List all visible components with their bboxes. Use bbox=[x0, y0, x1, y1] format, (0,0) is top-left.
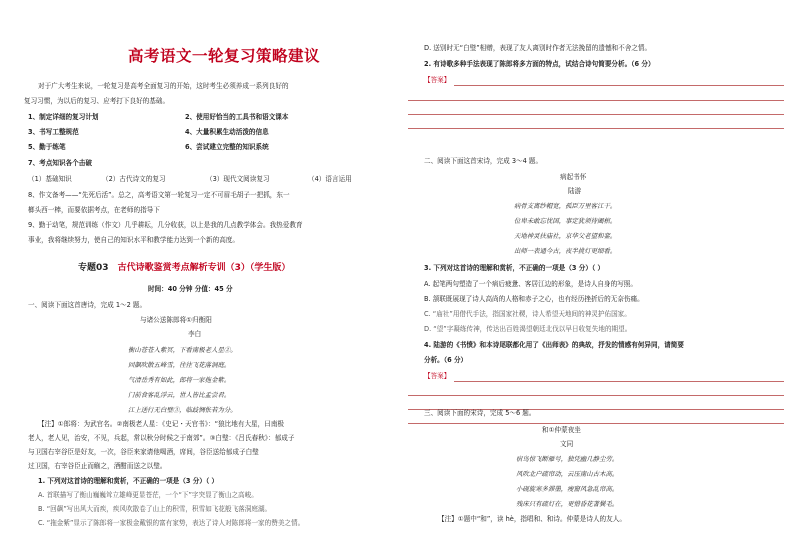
part-1-heading: 一、阅读下面这首唐诗，完成 1～2 题。 bbox=[28, 301, 147, 309]
question-1-option-d: D. 送别时无“白璧”相赠，表现了友人离别时作者无法挽留的遗憾和不舍之情。 bbox=[424, 44, 652, 52]
question-1-option-c: C. “拖金紫”显示了陈郎将一家极金戴银的富有家势，表达了诗人对陈郎将一家的赞美之情。 bbox=[38, 519, 305, 527]
intro-line-2: 复习习惯，为以后的复习、应考打下良好的基础。 bbox=[24, 97, 170, 105]
answer-line bbox=[454, 381, 784, 382]
poem-2-line-4: 出师一表通今古，夜半挑灯更细看。 bbox=[514, 247, 617, 255]
poem-1-line-5: 江上送行无白璧③，临歧惆怅若为分。 bbox=[128, 406, 237, 414]
question-4-line-1: 4. 陆游的《书愤》和本诗尾联都化用了《出师表》的典故，抒发的情感有何异同，请简要 bbox=[424, 341, 684, 349]
poem-1-title: 与诸公送陈郎将①归衡阳 bbox=[140, 316, 212, 324]
question-3: 3. 下列对这首诗的理解和赏析，不正确的一项是（3 分）（ ） bbox=[424, 264, 605, 272]
tip-7: 7、考点知识各个击破 bbox=[28, 159, 92, 167]
answer-label-q4: 【答案】 bbox=[424, 372, 451, 380]
question-3-option-a: A. 起笔两句塑造了一个病后疲惫、客居江边的形象，是诗人自身的写照。 bbox=[424, 280, 637, 288]
poem-1-line-2: 回飙吹散五峰雪，往往飞花落洞庭。 bbox=[128, 361, 231, 369]
note-1-line-1: 【注】①郎将：为武官名。②南极老人星：《史记・天官书》：“狼比地有大星，曰南极 bbox=[38, 420, 285, 428]
poem-1-line-3: 气清岳秀有如此，郎将一家拖金紫。 bbox=[128, 376, 231, 384]
answer-line bbox=[408, 423, 784, 424]
answer-line bbox=[408, 100, 784, 101]
question-1: 1. 下列对这首诗的理解和赏析，不正确的一项是（3 分）（ ） bbox=[38, 477, 219, 485]
answer-line bbox=[408, 395, 784, 396]
poem-3-author: 文同 bbox=[560, 440, 574, 448]
section-title: 古代诗歌鉴赏考点解析专训（3）（学生版） bbox=[117, 263, 291, 273]
tip-9-line-1: 9、勤于动笔，规范训练（作文）几乎耕耘，几分收获，以上是我的几点教学体会。我热爱教育 bbox=[28, 221, 303, 229]
poem-1-author: 李白 bbox=[188, 330, 202, 338]
question-3-option-b: B. 颔联既展现了诗人高尚的人格和赤子之心，也有经历挫折后的无奈伤痛。 bbox=[424, 295, 644, 303]
section-heading bbox=[78, 264, 290, 273]
answer-line bbox=[454, 85, 784, 86]
tip-8-line-2: 榔头西一棒，而要依据考点，在老师的指导下 bbox=[28, 206, 160, 214]
tip-8-line-1: 8、作文备考——“先死后活”。总之，高考语文第一轮复习一定不可眉毛胡子一把抓，东一 bbox=[28, 191, 290, 199]
page-title: 高考语文一轮复习策略建议 bbox=[128, 47, 321, 65]
answer-label-q2: 【答案】 bbox=[424, 76, 451, 84]
poem-3-line-2: 风吹北户疏帘动，云压南山古木高。 bbox=[516, 470, 619, 478]
time-info: 时间：40 分钟 分值：45 分 bbox=[148, 285, 233, 293]
poem-2-line-2: 位卑未敢忘忧国，事定犹须待阖棺。 bbox=[514, 217, 617, 225]
tip-7-item-2: （2）古代诗文的复习 bbox=[102, 175, 166, 183]
answer-line bbox=[408, 114, 784, 115]
question-1-option-a: A. 首联描写了衡山巍巍耸立雄峰更显苍茫，一个“下”字突显了衡山之高峻。 bbox=[38, 491, 258, 499]
tip-6: 6、尝试建立完整的知识系统 bbox=[185, 143, 269, 151]
poem-2-author: 陆游 bbox=[568, 187, 582, 195]
part-2-heading: 二、阅读下面这首宋诗，完成 3～4 题。 bbox=[424, 157, 543, 165]
note-1-line-3: 与卫国右宰谷臣是好友，一次，谷臣来家请他喝酒，席间，谷臣送给郁成子白璧 bbox=[28, 448, 259, 456]
poem-1-line-4: 门前食客乱浮云，世人皆比孟尝君。 bbox=[128, 391, 231, 399]
poem-3-line-4: 残床只有疏灯在，更惜昏花著鬓毛。 bbox=[516, 500, 619, 508]
part-3-heading: 三、阅读下面的宋诗，完成 5～6 题。 bbox=[424, 409, 536, 417]
poem-1-line-1: 衡山苍苍入紫冥，下看南极老人星②。 bbox=[128, 346, 237, 354]
note-1-line-2: 老人，老人见，治安，不见，兵起，常以秋分时候之于南郊”。③白璧：《吕氏春秋》：郁成子 bbox=[28, 434, 295, 442]
tip-9-line-2: 事业，我将继续努力，使自己的知识水平和教学能力达到一个新的高度。 bbox=[28, 236, 239, 244]
section-prefix: 专题03 bbox=[78, 263, 109, 273]
question-3-option-d: D. “望”字凝练传神，传达出百姓渴望朝廷北伐以早日收复失地的期望。 bbox=[424, 325, 632, 333]
question-4-line-2: 分析。（6 分） bbox=[424, 356, 468, 364]
poem-3-line-1: 宿鸟惊飞断雁号，独凭幽几静尘劳。 bbox=[516, 455, 619, 463]
question-1-option-b: B. “回飙”写出风大而疾，疾风吹散卷了山上的积雪，积雪如飞花般飞落洞庭湖。 bbox=[38, 505, 272, 513]
note-1-line-4: 过卫国，右宰谷臣止而觞之，酒酣而送之以璧。 bbox=[28, 462, 167, 470]
tip-7-item-4: （4）语言运用 bbox=[308, 175, 352, 183]
tip-7-item-1: （1）基础知识 bbox=[28, 175, 72, 183]
tip-7-item-3: （3）现代文阅读复习 bbox=[206, 175, 270, 183]
tip-1: 1、制定详细的复习计划 bbox=[28, 113, 99, 121]
tip-3: 3、书写工整规范 bbox=[28, 128, 79, 136]
tip-5: 5、勤于练笔 bbox=[28, 143, 66, 151]
intro-line-1: 对于广大考生来说，一轮复习是高考全面复习的开始，这时考生必须养成一系列良好的 bbox=[38, 82, 289, 90]
tip-4: 4、大量积累生动活泼的信息 bbox=[185, 128, 269, 136]
poem-3-title: 和①仲蒙夜坐 bbox=[542, 426, 581, 434]
answer-line bbox=[408, 128, 784, 129]
tip-2: 2、使用好恰当的工具书和语文课本 bbox=[185, 113, 289, 121]
note-3: 【注】①题中“和”，读 hè，指唱和、和诗。仲蒙是诗人的友人。 bbox=[438, 515, 626, 523]
question-3-option-c: C. “庙社”用借代手法，指国家社稷，诗人希望天地间的神灵护佑国家。 bbox=[424, 310, 631, 318]
poem-2-line-1: 病骨支离纱帽宽，孤臣万里客江干。 bbox=[514, 202, 617, 210]
question-2: 2. 有诗歌多种手法表现了陈郎将多方面的特点，试结合诗句简要分析。（6 分） bbox=[424, 60, 655, 68]
poem-2-line-3: 天地神灵扶庙社，京华父老望和銮。 bbox=[514, 232, 617, 240]
poem-2-title: 病起书怀 bbox=[560, 173, 587, 181]
poem-3-line-3: 小砚旋寒多滞墨，瘦窗风急乱帘高。 bbox=[516, 485, 619, 493]
